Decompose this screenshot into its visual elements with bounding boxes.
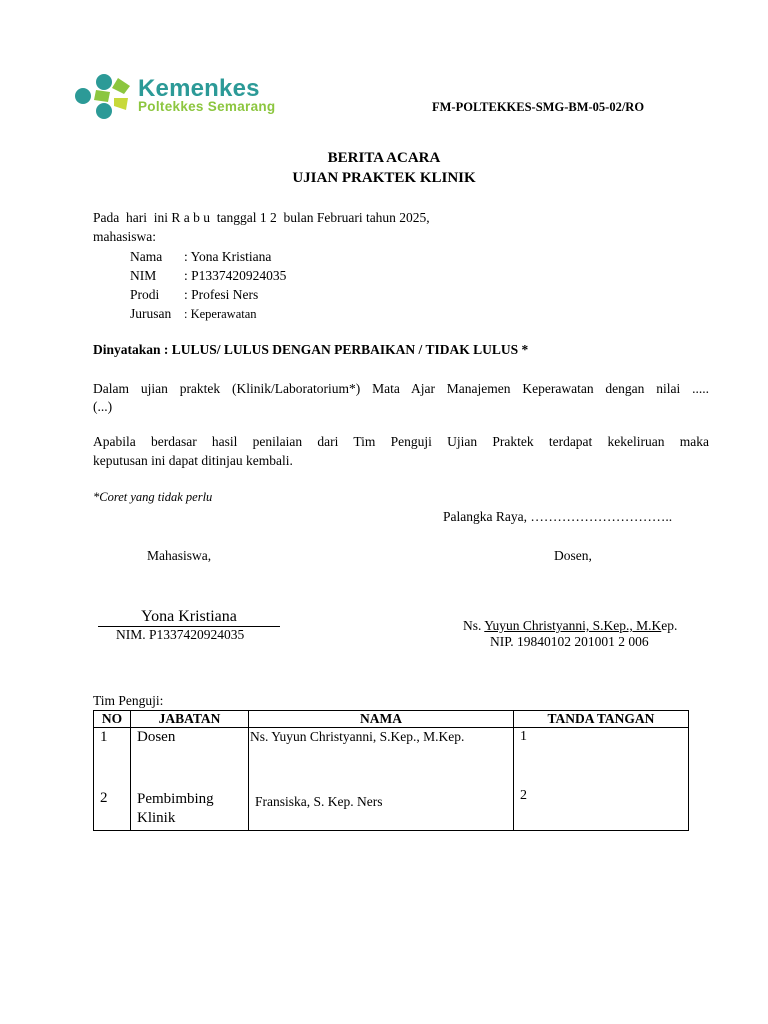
table-header-row [94, 711, 689, 728]
logo-subtitle: Poltekkes Semarang [138, 99, 276, 114]
student-role: Mahasiswa, [147, 548, 212, 563]
jurusan-label: Jurusan [130, 306, 172, 321]
intro-line: Pada hari ini R a b u tanggal 1 2 bulan Februari tahun 2025, [93, 210, 430, 225]
panel-label: Tim Penguji: [93, 693, 164, 708]
cell-no [94, 728, 131, 831]
lecturer-role: Dosen, [554, 548, 592, 563]
row2-nama: Fransiska, S. Kep. Ners [255, 794, 383, 809]
cell-jabatan [131, 728, 249, 831]
document-subtitle: UJIAN PRAKTEK KLINIK [292, 170, 476, 186]
header-nama: NAMA [249, 711, 514, 728]
name-value: : Yona Kristiana [184, 249, 272, 264]
nim-value: : P1337420924035 [184, 268, 287, 283]
examiner-table [93, 710, 689, 831]
lecturer-nip: NIP. 19840102 201001 2 006 [490, 634, 649, 649]
name-label: Nama [130, 249, 163, 264]
header-jabatan: JABATAN [131, 711, 249, 728]
row2-no: 2 [100, 790, 108, 806]
prodi-label: Prodi [130, 287, 160, 302]
row2-jabatan-line1: Pembimbing [137, 791, 214, 807]
table-row [94, 728, 689, 831]
student-nim: NIM. P1337420924035 [116, 627, 245, 642]
lecturer-signature-name [463, 618, 677, 634]
paragraph-review-cont: keputusan ini dapat ditinjau kembali. [93, 453, 293, 468]
lecturer-name-prefix: Ns. [463, 618, 485, 633]
place-date: Palangka Raya, ………………………….. [443, 509, 673, 524]
cell-nama [249, 728, 514, 831]
paragraph-exam: Dalam ujian praktek (Klinik/Laboratorium*) Mata Ajar Manajemen Keperawatan dengan nilai ..... [93, 381, 709, 396]
row1-nama: Ns. Yuyun Christyanni, S.Kep., M.Kep. [250, 729, 465, 744]
row2-ttd: 2 [520, 788, 527, 803]
header-tanda-tangan: TANDA TANGAN [514, 711, 689, 728]
row1-jabatan: Dosen [137, 729, 176, 745]
intro-line-2: mahasiswa: [93, 229, 156, 244]
form-code: FM-POLTEKKES-SMG-BM-05-02/RO [432, 100, 645, 114]
paragraph-exam-cont: (...) [93, 399, 113, 414]
prodi-value: : Profesi Ners [184, 287, 259, 302]
logo-wordmark: Kemenkes [138, 75, 260, 102]
row1-ttd: 1 [520, 729, 527, 744]
row1-no: 1 [100, 729, 108, 745]
kemenkes-logo [74, 72, 344, 122]
cell-tanda-tangan [514, 728, 689, 831]
strike-note: *Coret yang tidak perlu [93, 490, 213, 504]
header-no: NO [94, 711, 131, 728]
jurusan-value: : Keperawatan [184, 307, 257, 321]
student-signature-name: Yona Kristiana [98, 608, 280, 627]
document-title: BERITA ACARA [327, 150, 441, 166]
nim-label: NIM [130, 268, 157, 283]
lecturer-name-suffix: ep. [661, 618, 678, 633]
row2-jabatan-line2: Klinik [137, 810, 176, 826]
result-statement: Dinyatakan : LULUS/ LULUS DENGAN PERBAIKAN / TIDAK LULUS * [93, 342, 529, 357]
paragraph-review: Apabila berdasar hasil penilaian dari Tim Penguji Ujian Praktek terdapat kekeliruan maka [93, 434, 709, 449]
lecturer-name-underlined: Yuyun Christyanni, S.Kep., M.K [484, 618, 662, 633]
kemenkes-logo-icon [74, 72, 134, 122]
